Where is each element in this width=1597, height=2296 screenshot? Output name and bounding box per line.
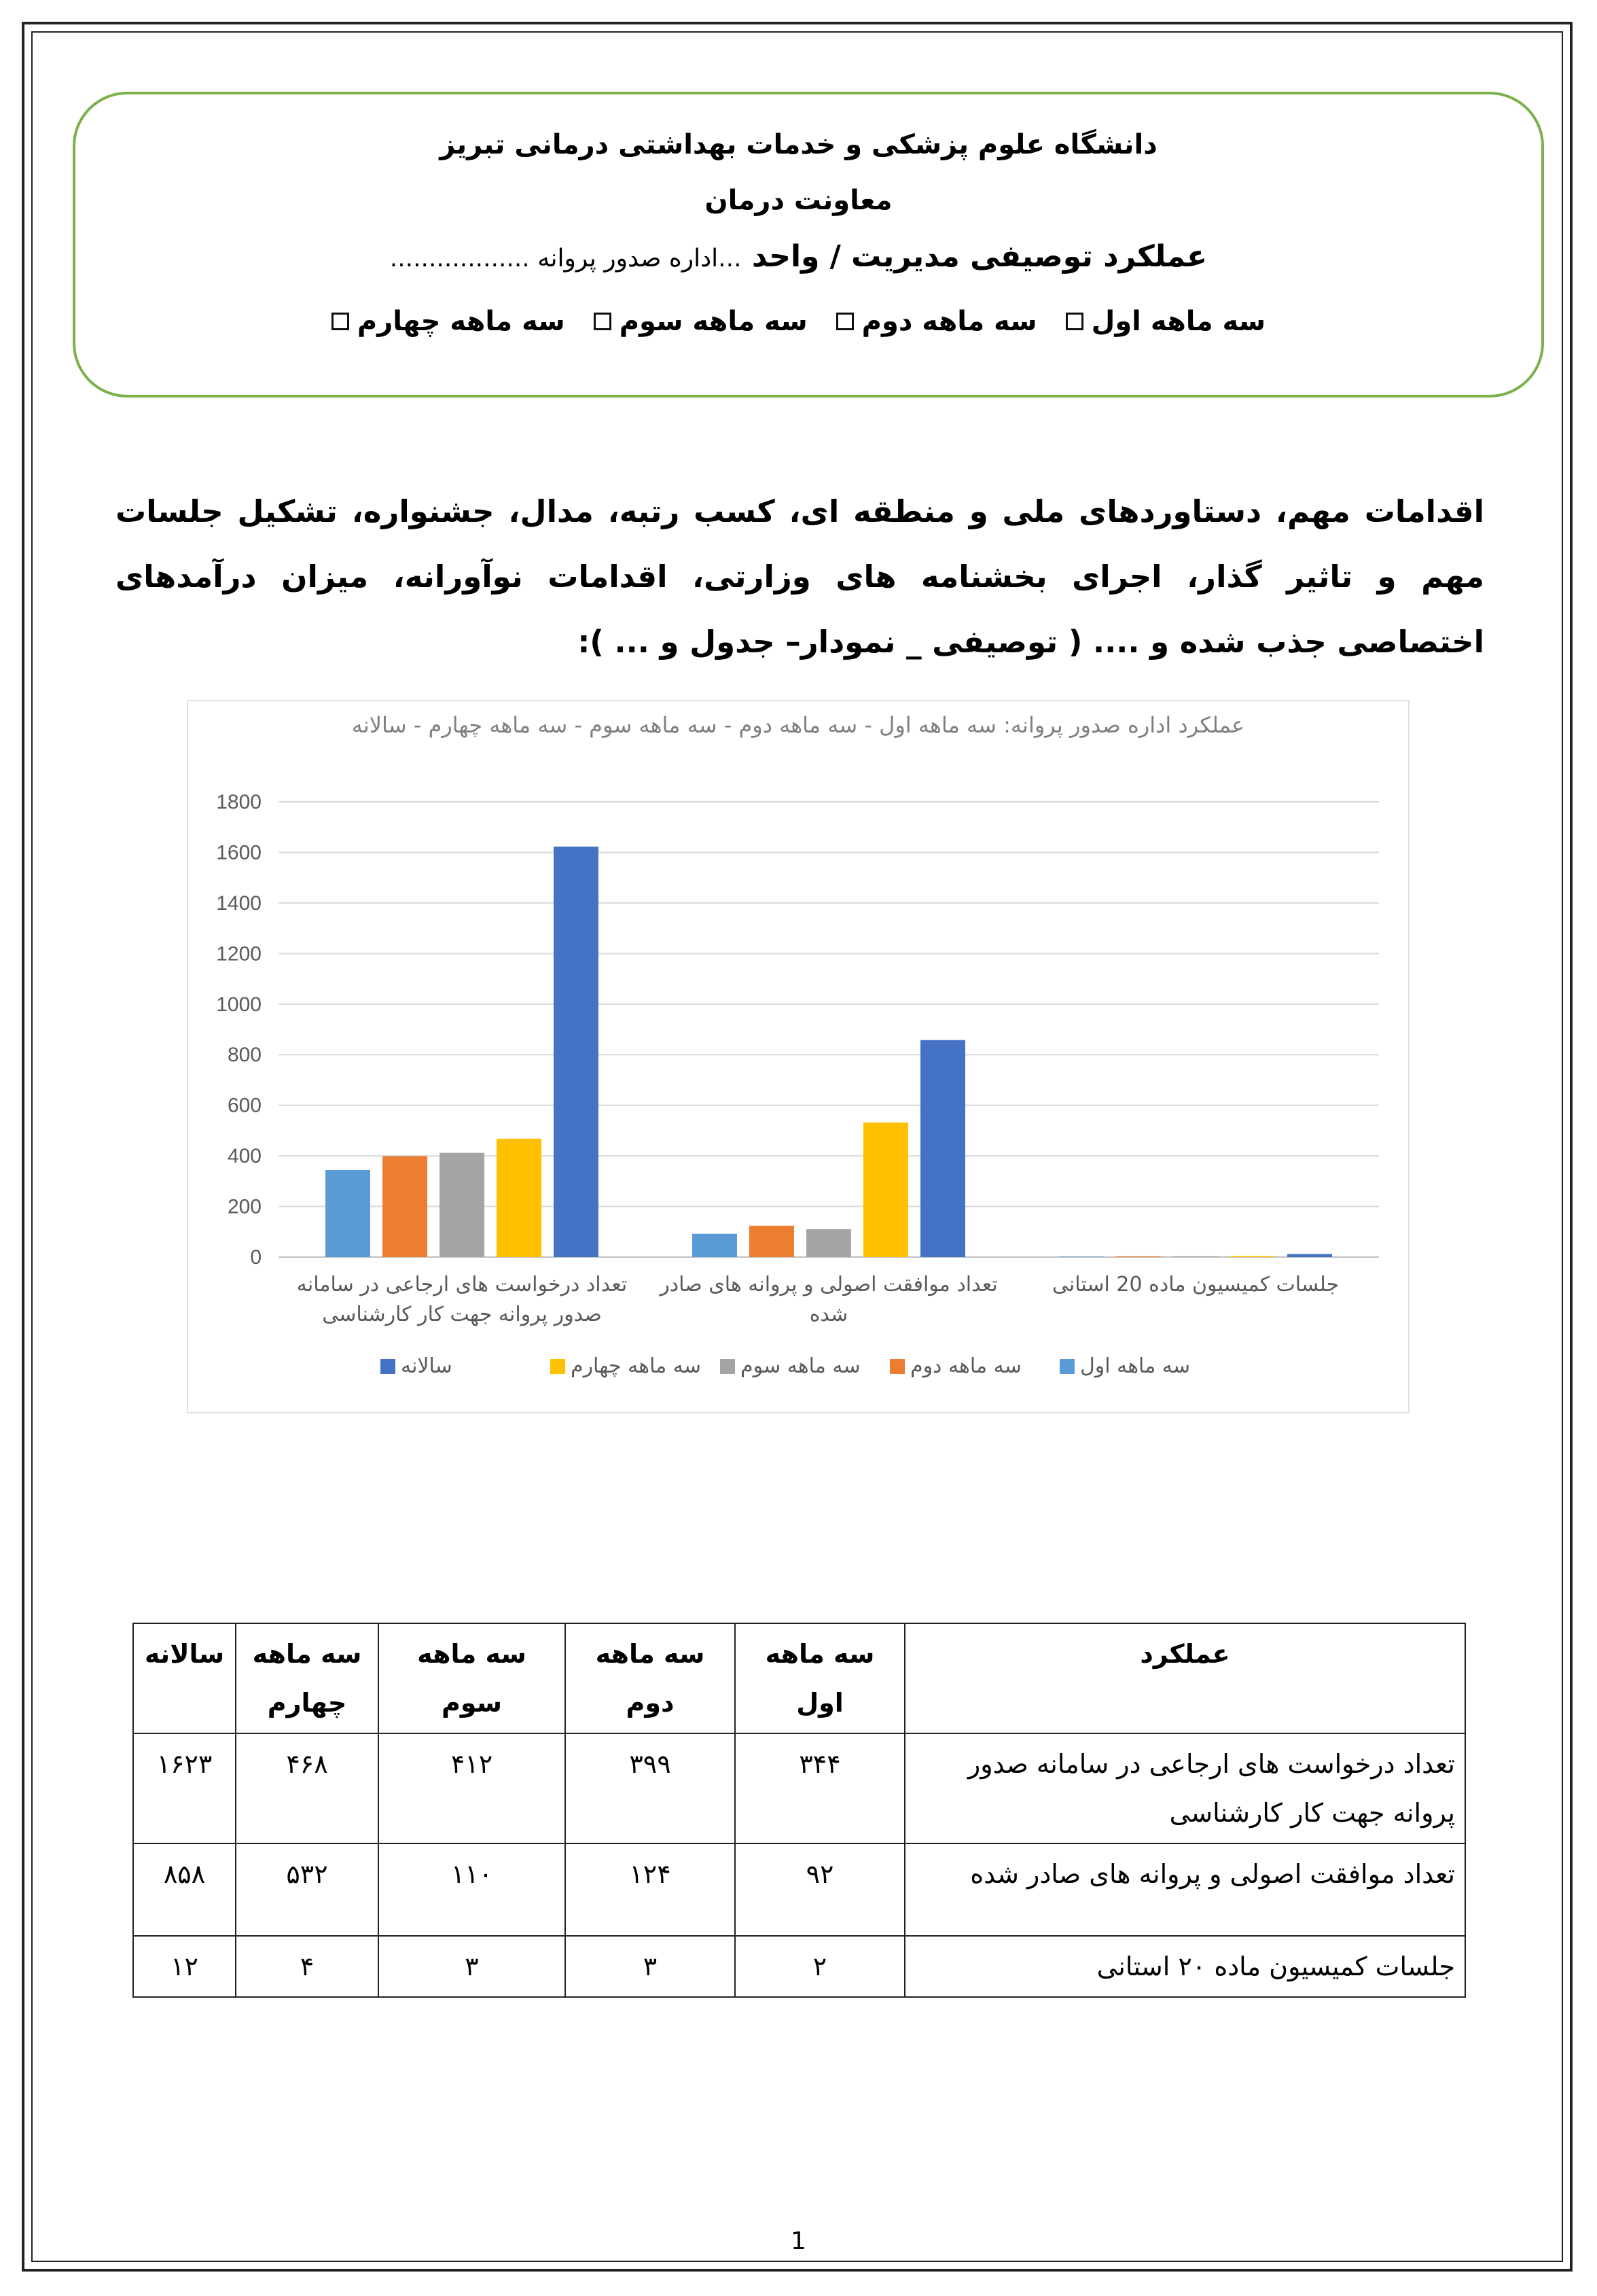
table-cell: ۳۴۴: [735, 1733, 905, 1843]
table-cell: ۳۹۹: [565, 1733, 735, 1843]
table-cell: ۹۲: [735, 1843, 905, 1936]
table-header-cell: سه ماهه اول: [735, 1623, 905, 1733]
table-cell: ۴: [236, 1936, 378, 1997]
table-row: [133, 1936, 1465, 1997]
report-title: عملکرد توصیفی مدیریت / واحد: [751, 239, 1208, 274]
table-cell: ۳: [565, 1936, 735, 1997]
quarter-label: سه ماهه چهارم: [357, 306, 565, 337]
y-tick-label: 200: [227, 1195, 262, 1218]
legend-swatch: [1060, 1359, 1075, 1374]
intro-paragraph: اقدامات مهم، دستاوردهای ملی و منطقه ای، کسب رتبه، مدال، جشنواره، تشکیل جلسات مهم و تاثیر گذار، اجرای بخشنامه های وزارتی، اقدامات نوآورانه، میزان درآمدهای اختصاصی جذب شده و .... ( توصیفی _ نمودار– جدول و ... ):: [115, 493, 1484, 660]
table-cell: جلسات کمیسیون ماده ۲۰ استانی: [905, 1936, 1465, 1997]
checkbox[interactable]: [594, 313, 611, 330]
checkbox[interactable]: [836, 313, 854, 330]
report-title-line: [0, 239, 1597, 274]
quarter-option-3[interactable]: [594, 306, 808, 337]
quarter-option-1[interactable]: [1066, 306, 1266, 337]
table-header-cell: سه ماهه دوم: [565, 1623, 735, 1733]
bar: [920, 1040, 965, 1257]
chart-container: [187, 700, 1410, 1413]
quarter-option-4[interactable]: [331, 306, 565, 337]
table-cell: ۴۶۸: [236, 1733, 378, 1843]
x-tick-label: تعداد موافقت اصولی و پروانه های صادر: [660, 1273, 998, 1296]
bar: [1173, 1256, 1218, 1257]
table-cell: ۲: [735, 1936, 905, 1997]
legend-label: سه ماهه دوم: [910, 1354, 1022, 1378]
y-tick-label: 1200: [216, 942, 262, 966]
quarter-label: سه ماهه سوم: [619, 306, 808, 337]
table-cell: ۴۱۲: [378, 1733, 565, 1843]
table-row: [133, 1843, 1465, 1936]
page-number: 1: [791, 2227, 806, 2255]
y-tick-label: 1000: [216, 993, 262, 1016]
bar: [1230, 1256, 1275, 1257]
table-header-cell: عملکرد: [905, 1623, 1465, 1733]
bar-chart: [187, 700, 1410, 1413]
bar: [1059, 1256, 1104, 1257]
performance-table: [132, 1623, 1466, 1998]
x-tick-label: تعداد درخواست های ارجاعی در سامانه: [296, 1273, 628, 1296]
y-tick-label: 1600: [216, 841, 262, 864]
bar: [1116, 1256, 1161, 1257]
table-cell: ۵۳۲: [236, 1843, 378, 1936]
y-tick-label: 600: [227, 1094, 262, 1117]
bar: [749, 1226, 794, 1257]
checkbox[interactable]: [1066, 313, 1083, 330]
legend-swatch: [380, 1359, 395, 1374]
quarter-option-2[interactable]: [836, 306, 1037, 337]
unit-name: ...اداره صدور پروانه ..................: [389, 245, 742, 272]
y-tick-label: 800: [227, 1044, 262, 1067]
bar: [382, 1156, 427, 1257]
table-row: [133, 1733, 1465, 1843]
quarter-label: سه ماهه اول: [1091, 306, 1266, 337]
table-header-row: [133, 1623, 1465, 1733]
y-tick-label: 0: [250, 1246, 262, 1269]
bar: [1287, 1254, 1332, 1257]
y-tick-label: 400: [227, 1145, 262, 1168]
bar: [554, 847, 598, 1257]
legend-label: سه ماهه اول: [1080, 1354, 1191, 1378]
legend-label: سه ماهه چهارم: [571, 1354, 701, 1378]
table-header-cell: سالانه: [133, 1623, 236, 1733]
y-tick-label: 1400: [216, 891, 262, 915]
bar: [497, 1139, 541, 1257]
legend-swatch: [890, 1359, 905, 1374]
legend-swatch: [550, 1359, 565, 1374]
university-title: دانشگاه علوم پزشکی و خدمات بهداشتی درمانی تبریز: [439, 129, 1158, 160]
chart-title: عملکرد اداره صدور پروانه: سه ماهه اول - سه ماهه دوم - سه ماهه سوم - سه ماهه چهارم - سالانه: [351, 712, 1245, 738]
table-header-cell: سه ماهه سوم: [378, 1623, 565, 1733]
x-tick-label: شده: [809, 1303, 848, 1326]
bar: [325, 1170, 370, 1257]
table-cell: ۱۶۲۳: [133, 1733, 236, 1843]
quarter-checkboxes: [0, 306, 1597, 337]
table-header-cell: سه ماهه چهارم: [236, 1623, 378, 1733]
legend-swatch: [720, 1359, 735, 1374]
table-cell: ۳: [378, 1936, 565, 1997]
bar: [863, 1123, 908, 1257]
table-cell: تعداد درخواست های ارجاعی در سامانه صدور پروانه جهت کار کارشناسی: [905, 1733, 1465, 1843]
legend-label: سالانه: [401, 1354, 452, 1378]
table-cell: ۱۲۴: [565, 1843, 735, 1936]
deputy-title: معاونت درمان: [704, 185, 893, 216]
legend-label: سه ماهه سوم: [740, 1354, 861, 1378]
quarter-label: سه ماهه دوم: [861, 306, 1037, 337]
bar: [806, 1229, 851, 1257]
table-cell: تعداد موافقت اصولی و پروانه های صادر شده: [905, 1843, 1465, 1936]
bar: [439, 1153, 484, 1257]
bar: [692, 1234, 737, 1257]
table-cell: ۱۲: [133, 1936, 236, 1997]
y-tick-label: 1800: [216, 791, 262, 813]
checkbox[interactable]: [331, 313, 349, 330]
x-tick-label: صدور پروانه جهت کار کارشناسی: [322, 1303, 602, 1326]
x-tick-label: جلسات کمیسیون ماده 20 استانی: [1052, 1273, 1340, 1296]
table-cell: ۱۱۰: [378, 1843, 565, 1936]
table-cell: ۸۵۸: [133, 1843, 236, 1936]
